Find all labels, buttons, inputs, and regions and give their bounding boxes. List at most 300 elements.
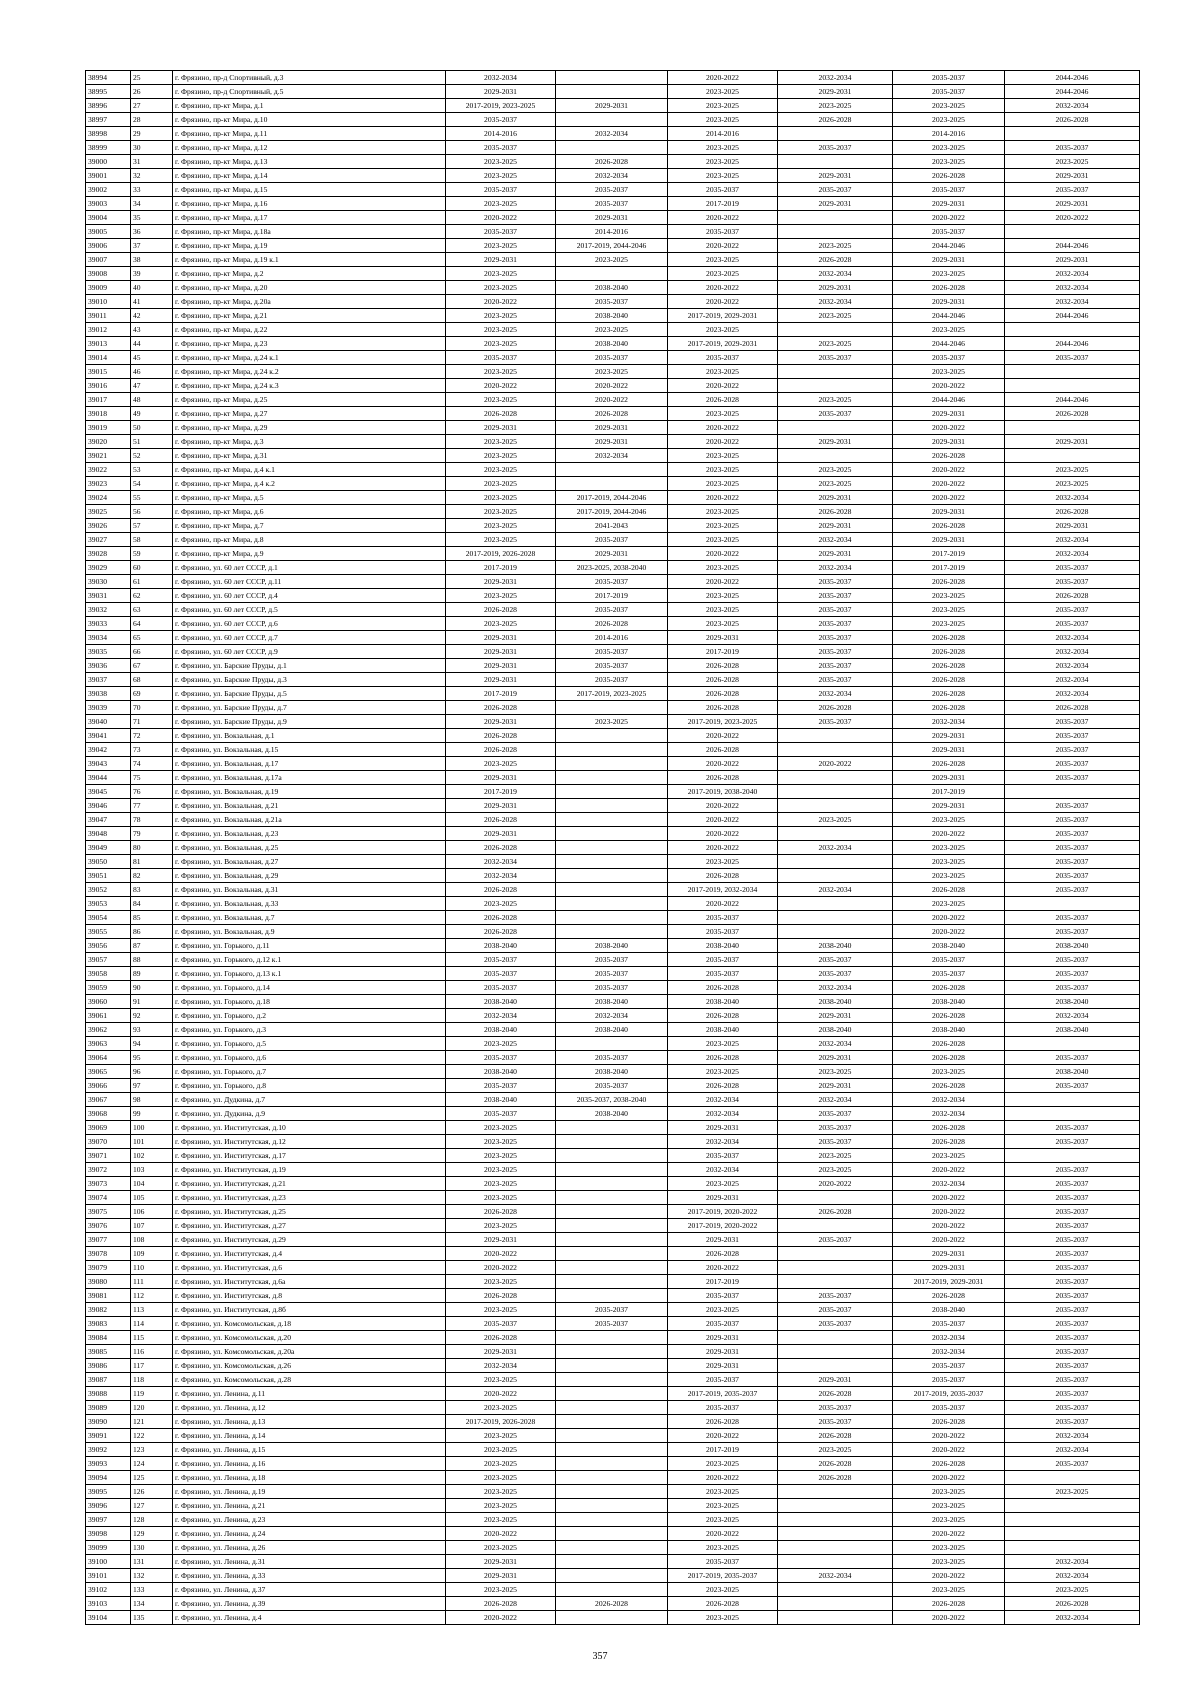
record-id-cell: 39027 [86,533,131,547]
address-cell: г. Фрязино, ул. Вокзальная, д.17 [173,757,446,771]
period-cell-2 [556,1401,668,1415]
row-number-cell: 92 [131,1009,173,1023]
record-id-cell: 39087 [86,1373,131,1387]
address-cell: г. Фрязино, ул. Горького, д.3 [173,1023,446,1037]
period-cell-5: 2023-2025 [893,323,1005,337]
table-row [86,99,1140,113]
period-cell-5: 2035-2037 [893,1317,1005,1331]
period-cell-3: 2017-2019, 2029-2031 [668,337,778,351]
record-id-cell: 39062 [86,1023,131,1037]
row-number-cell: 45 [131,351,173,365]
address-cell: г. Фрязино, пр-кт Мира, д.8 [173,533,446,547]
table-row [86,1233,1140,1247]
period-cell-2 [556,883,668,897]
row-number-cell: 95 [131,1051,173,1065]
period-cell-5: 2023-2025 [893,267,1005,281]
record-id-cell: 39044 [86,771,131,785]
period-cell-1: 2023-2025 [446,169,556,183]
period-cell-3: 2026-2028 [668,869,778,883]
period-cell-4: 2035-2037 [778,715,893,729]
row-number-cell: 103 [131,1163,173,1177]
period-cell-4 [778,911,893,925]
period-cell-3: 2023-2025 [668,561,778,575]
period-cell-5: 2035-2037 [893,1373,1005,1387]
table-row [86,617,1140,631]
row-number-cell: 62 [131,589,173,603]
period-cell-1: 2029-2031 [446,645,556,659]
period-cell-2 [556,1485,668,1499]
table-row [86,351,1140,365]
period-cell-1: 2032-2034 [446,869,556,883]
period-cell-2 [556,1457,668,1471]
period-cell-4: 2032-2034 [778,561,893,575]
period-cell-2: 2038-2040 [556,1107,668,1121]
record-id-cell: 39059 [86,981,131,995]
table-row [86,869,1140,883]
address-cell: г. Фрязино, ул. 60 лет СССР, д.9 [173,645,446,659]
address-cell: г. Фрязино, ул. Ленина, д.23 [173,1513,446,1527]
period-cell-6: 2035-2037 [1005,757,1140,771]
period-cell-6: 2035-2037 [1005,715,1140,729]
row-number-cell: 78 [131,813,173,827]
period-cell-3: 2023-2025 [668,253,778,267]
record-id-cell: 39028 [86,547,131,561]
row-number-cell: 102 [131,1149,173,1163]
period-cell-5: 2023-2025 [893,1149,1005,1163]
address-cell: г. Фрязино, ул. Ленина, д.26 [173,1541,446,1555]
period-cell-3: 2029-2031 [668,1233,778,1247]
record-id-cell: 39070 [86,1135,131,1149]
period-cell-3: 2023-2025 [668,1457,778,1471]
period-cell-4 [778,1247,893,1261]
period-cell-1: 2029-2031 [446,673,556,687]
period-cell-6: 2035-2037 [1005,1205,1140,1219]
record-id-cell: 39020 [86,435,131,449]
period-cell-1: 2014-2016 [446,127,556,141]
record-id-cell: 39071 [86,1149,131,1163]
period-cell-6: 2035-2037 [1005,1051,1140,1065]
period-cell-5: 2020-2022 [893,491,1005,505]
period-cell-6: 2035-2037 [1005,1247,1140,1261]
address-cell: г. Фрязино, ул. Горького, д.11 [173,939,446,953]
table-row [86,575,1140,589]
period-cell-3: 2017-2019 [668,1443,778,1457]
period-cell-5: 2023-2025 [893,1499,1005,1513]
period-cell-4: 2023-2025 [778,393,893,407]
period-cell-3: 2023-2025 [668,855,778,869]
period-cell-4: 2032-2034 [778,71,893,85]
period-cell-2: 2038-2040 [556,337,668,351]
period-cell-6: 2035-2037 [1005,1415,1140,1429]
period-cell-1: 2026-2028 [446,1289,556,1303]
period-cell-5: 2020-2022 [893,463,1005,477]
period-cell-2 [556,1345,668,1359]
table-row [86,673,1140,687]
period-cell-2: 2035-2037 [556,981,668,995]
record-id-cell: 39100 [86,1555,131,1569]
period-cell-1: 2029-2031 [446,575,556,589]
record-id-cell: 39033 [86,617,131,631]
address-cell: г. Фрязино, ул. Ленина, д.19 [173,1485,446,1499]
record-id-cell: 39096 [86,1499,131,1513]
period-cell-6 [1005,225,1140,239]
period-cell-3: 2020-2022 [668,575,778,589]
record-id-cell: 39078 [86,1247,131,1261]
table-row [86,1569,1140,1583]
period-cell-6: 2023-2025 [1005,155,1140,169]
period-cell-3: 2017-2019 [668,197,778,211]
period-cell-3: 2017-2019, 2020-2022 [668,1205,778,1219]
period-cell-5: 2023-2025 [893,1541,1005,1555]
table-row [86,925,1140,939]
period-cell-6: 2035-2037 [1005,869,1140,883]
period-cell-4: 2035-2037 [778,617,893,631]
period-cell-3: 2020-2022 [668,379,778,393]
table-row [86,855,1140,869]
period-cell-5: 2020-2022 [893,421,1005,435]
row-number-cell: 117 [131,1359,173,1373]
address-cell: г. Фрязино, пр-кт Мира, д.11 [173,127,446,141]
address-cell: г. Фрязино, ул. Институтская, д.8б [173,1303,446,1317]
period-cell-1: 2023-2025 [446,1191,556,1205]
period-cell-3: 2026-2028 [668,1415,778,1429]
period-cell-6: 2035-2037 [1005,1359,1140,1373]
period-cell-3: 2017-2019, 2029-2031 [668,309,778,323]
period-cell-2 [556,1219,668,1233]
period-cell-2: 2038-2040 [556,309,668,323]
row-number-cell: 37 [131,239,173,253]
period-cell-4 [778,1611,893,1625]
period-cell-6: 2038-2040 [1005,995,1140,1009]
period-cell-3: 2026-2028 [668,673,778,687]
address-cell: г. Фрязино, ул. Барские Пруды, д.5 [173,687,446,701]
period-cell-2: 2038-2040 [556,1065,668,1079]
address-cell: г. Фрязино, ул. Вокзальная, д.19 [173,785,446,799]
period-cell-4: 2035-2037 [778,673,893,687]
period-cell-4: 2029-2031 [778,435,893,449]
period-cell-3: 2035-2037 [668,183,778,197]
row-number-cell: 52 [131,449,173,463]
row-number-cell: 132 [131,1569,173,1583]
period-cell-1: 2023-2025 [446,463,556,477]
row-number-cell: 88 [131,953,173,967]
period-cell-4: 2032-2034 [778,841,893,855]
period-cell-3: 2035-2037 [668,225,778,239]
record-id-cell: 38994 [86,71,131,85]
record-id-cell: 39079 [86,1261,131,1275]
period-cell-3: 2035-2037 [668,967,778,981]
period-cell-5: 2026-2028 [893,1121,1005,1135]
period-cell-4: 2035-2037 [778,645,893,659]
record-id-cell: 39047 [86,813,131,827]
period-cell-5: 2026-2028 [893,1597,1005,1611]
period-cell-2 [556,1513,668,1527]
period-cell-3: 2023-2025 [668,463,778,477]
period-cell-2 [556,827,668,841]
record-id-cell: 39097 [86,1513,131,1527]
address-cell: г. Фрязино, ул. Институтская, д.27 [173,1219,446,1233]
address-cell: г. Фрязино, ул. Вокзальная, д.1 [173,729,446,743]
table-row [86,1485,1140,1499]
period-cell-1: 2020-2022 [446,295,556,309]
period-cell-5: 2032-2034 [893,715,1005,729]
period-cell-6 [1005,421,1140,435]
period-cell-1: 2029-2031 [446,771,556,785]
period-cell-6: 2032-2034 [1005,267,1140,281]
period-cell-2 [556,771,668,785]
period-cell-6: 2020-2022 [1005,211,1140,225]
period-cell-2 [556,1499,668,1513]
period-cell-2 [556,785,668,799]
period-cell-2: 2017-2019, 2044-2046 [556,505,668,519]
table-row [86,1499,1140,1513]
record-id-cell: 39016 [86,379,131,393]
row-number-cell: 97 [131,1079,173,1093]
period-cell-1: 2029-2031 [446,827,556,841]
period-cell-5: 2044-2046 [893,309,1005,323]
period-cell-4: 2035-2037 [778,659,893,673]
address-cell: г. Фрязино, пр-д Спортивный, д.3 [173,71,446,85]
row-number-cell: 60 [131,561,173,575]
address-cell: г. Фрязино, пр-кт Мира, д.4 к.2 [173,477,446,491]
period-cell-1: 2035-2037 [446,351,556,365]
period-cell-4: 2026-2028 [778,1429,893,1443]
period-cell-4: 2026-2028 [778,701,893,715]
period-cell-5: 2029-2031 [893,771,1005,785]
period-cell-4: 2035-2037 [778,1135,893,1149]
period-cell-1: 2023-2025 [446,309,556,323]
record-id-cell: 39043 [86,757,131,771]
period-cell-6: 2023-2025 [1005,477,1140,491]
period-cell-2: 2035-2037 [556,603,668,617]
period-cell-1: 2035-2037 [446,1051,556,1065]
period-cell-6 [1005,323,1140,337]
period-cell-2 [556,141,668,155]
period-cell-5: 2026-2028 [893,1289,1005,1303]
period-cell-2 [556,897,668,911]
period-cell-2 [556,1121,668,1135]
row-number-cell: 34 [131,197,173,211]
table-row [86,1513,1140,1527]
period-cell-3: 2035-2037 [668,1317,778,1331]
period-cell-4: 2032-2034 [778,687,893,701]
period-cell-3: 2023-2025 [668,1037,778,1051]
address-cell: г. Фрязино, пр-кт Мира, д.9 [173,547,446,561]
row-number-cell: 113 [131,1303,173,1317]
record-id-cell: 39045 [86,785,131,799]
period-cell-1: 2023-2025 [446,1443,556,1457]
period-cell-6: 2032-2034 [1005,659,1140,673]
period-cell-1: 2038-2040 [446,1093,556,1107]
table-row [86,883,1140,897]
row-number-cell: 83 [131,883,173,897]
period-cell-6: 2038-2040 [1005,939,1140,953]
record-id-cell: 39102 [86,1583,131,1597]
record-id-cell: 39003 [86,197,131,211]
period-cell-3: 2023-2025 [668,113,778,127]
address-cell: г. Фрязино, пр-кт Мира, д.24 к.3 [173,379,446,393]
record-id-cell: 39050 [86,855,131,869]
period-cell-4: 2029-2031 [778,281,893,295]
address-cell: г. Фрязино, ул. Вокзальная, д.21 [173,799,446,813]
record-id-cell: 39012 [86,323,131,337]
period-cell-6: 2035-2037 [1005,1191,1140,1205]
table-row [86,1471,1140,1485]
period-cell-3: 2023-2025 [668,99,778,113]
period-cell-6 [1005,1513,1140,1527]
period-cell-6: 2035-2037 [1005,1331,1140,1345]
period-cell-3: 2023-2025 [668,603,778,617]
period-cell-6: 2032-2034 [1005,295,1140,309]
period-cell-4: 2023-2025 [778,1443,893,1457]
period-cell-2 [556,267,668,281]
row-number-cell: 128 [131,1513,173,1527]
period-cell-1: 2020-2022 [446,379,556,393]
address-cell: г. Фрязино, ул. Вокзальная, д.9 [173,925,446,939]
address-cell: г. Фрязино, ул. Ленина, д.21 [173,1499,446,1513]
period-cell-6: 2035-2037 [1005,813,1140,827]
period-cell-5: 2026-2028 [893,281,1005,295]
period-cell-5: 2023-2025 [893,897,1005,911]
period-cell-4: 2035-2037 [778,141,893,155]
record-id-cell: 39021 [86,449,131,463]
period-cell-2: 2032-2034 [556,127,668,141]
period-cell-4: 2035-2037 [778,631,893,645]
address-cell: г. Фрязино, пр-кт Мира, д.2 [173,267,446,281]
period-cell-5: 2020-2022 [893,1233,1005,1247]
record-id-cell: 39039 [86,701,131,715]
table-row [86,1009,1140,1023]
row-number-cell: 80 [131,841,173,855]
row-number-cell: 38 [131,253,173,267]
period-cell-1: 2023-2025 [446,1135,556,1149]
period-cell-1: 2023-2025 [446,1149,556,1163]
row-number-cell: 51 [131,435,173,449]
period-cell-1: 2023-2025 [446,897,556,911]
period-cell-5: 2026-2028 [893,883,1005,897]
record-id-cell: 39075 [86,1205,131,1219]
address-cell: г. Фрязино, ул. Вокзальная, д.21а [173,813,446,827]
table-row [86,197,1140,211]
period-cell-4 [778,771,893,785]
address-cell: г. Фрязино, ул. Ленина, д.15 [173,1443,446,1457]
period-cell-5: 2026-2028 [893,1051,1005,1065]
period-cell-1: 2020-2022 [446,211,556,225]
period-cell-5: 2026-2028 [893,1009,1005,1023]
period-cell-3: 2020-2022 [668,239,778,253]
record-id-cell: 39022 [86,463,131,477]
record-id-cell: 39095 [86,1485,131,1499]
period-cell-5: 2020-2022 [893,1163,1005,1177]
period-cell-4 [778,155,893,169]
period-cell-1: 2035-2037 [446,967,556,981]
record-id-cell: 39009 [86,281,131,295]
table-row [86,1065,1140,1079]
period-cell-6 [1005,127,1140,141]
period-cell-3: 2035-2037 [668,953,778,967]
period-cell-4 [778,323,893,337]
period-cell-6: 2035-2037 [1005,729,1140,743]
period-cell-5: 2026-2028 [893,659,1005,673]
period-cell-2: 2023-2025 [556,253,668,267]
period-cell-1: 2023-2025 [446,1219,556,1233]
period-cell-3: 2023-2025 [668,169,778,183]
period-cell-6 [1005,379,1140,393]
address-cell: г. Фрязино, пр-кт Мира, д.10 [173,113,446,127]
period-cell-3: 2029-2031 [668,1191,778,1205]
address-cell: г. Фрязино, пр-кт Мира, д.5 [173,491,446,505]
period-cell-1: 2017-2019 [446,687,556,701]
record-id-cell: 39048 [86,827,131,841]
period-cell-5: 2020-2022 [893,1191,1005,1205]
address-cell: г. Фрязино, ул. Комсомольская, д.18 [173,1317,446,1331]
address-cell: г. Фрязино, пр-кт Мира, д.20 [173,281,446,295]
period-cell-4 [778,785,893,799]
period-cell-3: 2023-2025 [668,589,778,603]
record-id-cell: 39085 [86,1345,131,1359]
address-cell: г. Фрязино, ул. Горького, д.2 [173,1009,446,1023]
period-cell-2 [556,1429,668,1443]
period-cell-1: 2032-2034 [446,1009,556,1023]
address-cell: г. Фрязино, ул. Вокзальная, д.33 [173,897,446,911]
table-row [86,1177,1140,1191]
period-cell-1: 2023-2025 [446,519,556,533]
period-cell-2: 2029-2031 [556,211,668,225]
record-id-cell: 39000 [86,155,131,169]
address-cell: г. Фрязино, ул. Институтская, д.10 [173,1121,446,1135]
period-cell-1: 2032-2034 [446,1359,556,1373]
period-cell-6: 2035-2037 [1005,743,1140,757]
period-cell-3: 2023-2025 [668,477,778,491]
record-id-cell: 39005 [86,225,131,239]
period-cell-3: 2023-2025 [668,519,778,533]
period-cell-3: 2035-2037 [668,1149,778,1163]
period-cell-1: 2023-2025 [446,477,556,491]
row-number-cell: 134 [131,1597,173,1611]
record-id-cell: 39004 [86,211,131,225]
period-cell-4: 2023-2025 [778,99,893,113]
period-cell-2: 2029-2031 [556,547,668,561]
row-number-cell: 56 [131,505,173,519]
period-cell-4: 2035-2037 [778,407,893,421]
row-number-cell: 112 [131,1289,173,1303]
row-number-cell: 73 [131,743,173,757]
row-number-cell: 59 [131,547,173,561]
period-cell-5: 2035-2037 [893,967,1005,981]
record-id-cell: 39072 [86,1163,131,1177]
period-cell-4 [778,869,893,883]
table-row [86,141,1140,155]
period-cell-3: 2017-2019, 2035-2037 [668,1569,778,1583]
address-cell: г. Фрязино, ул. Дудкина, д.7 [173,1093,446,1107]
address-cell: г. Фрязино, ул. Ленина, д.33 [173,1569,446,1583]
period-cell-2: 2029-2031 [556,435,668,449]
period-cell-2 [556,729,668,743]
period-cell-4: 2029-2031 [778,1079,893,1093]
period-cell-3: 2023-2025 [668,1303,778,1317]
period-cell-3: 2029-2031 [668,1359,778,1373]
period-cell-1: 2029-2031 [446,1233,556,1247]
period-cell-2 [556,1177,668,1191]
period-cell-3: 2026-2028 [668,687,778,701]
table-row [86,127,1140,141]
period-cell-1: 2023-2025 [446,239,556,253]
period-cell-1: 2038-2040 [446,1023,556,1037]
period-cell-4: 2035-2037 [778,1289,893,1303]
record-id-cell: 38999 [86,141,131,155]
period-cell-4: 2029-2031 [778,85,893,99]
period-cell-1: 2023-2025 [446,1513,556,1527]
